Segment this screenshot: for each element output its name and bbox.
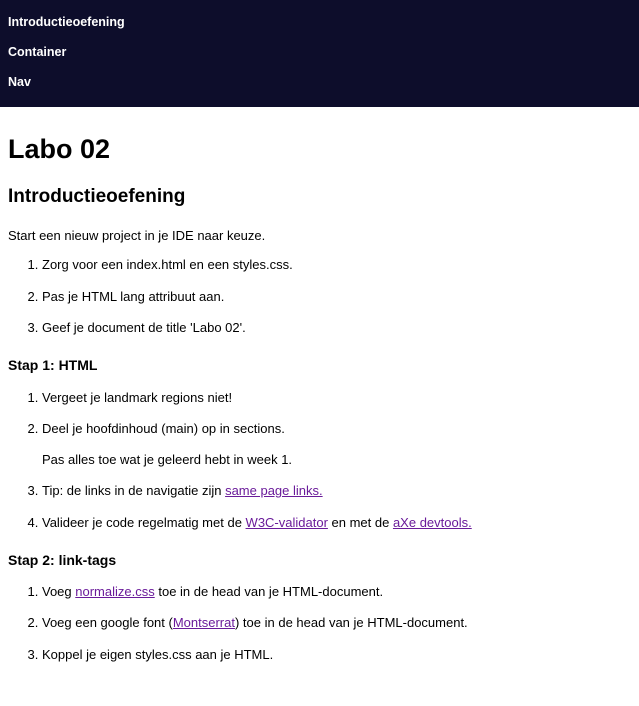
list-item xyxy=(42,483,631,499)
step1-task-list xyxy=(8,390,631,531)
nav-link-introductieoefening[interactable]: Introductieoefening xyxy=(8,15,125,29)
intro-task-list xyxy=(8,257,631,336)
list-item-text: Deel je hoofdinhoud (main) op in sections. xyxy=(42,420,285,436)
list-item: 1. Zorg voor een index.html en een styles.css. xyxy=(42,257,631,273)
nav-item-container[interactable] xyxy=(0,38,639,68)
main-content xyxy=(0,135,639,663)
list-item: 3. Koppel je eigen styles.css aan je HTML. xyxy=(42,647,631,663)
step2-heading: Stap 2: link-tags xyxy=(8,551,117,568)
list-item-text: Voeg xyxy=(42,584,76,600)
nav-item-introductieoefening[interactable] xyxy=(0,8,639,38)
step2-task-list xyxy=(8,584,631,663)
list-item-subtext: Pas alles toe wat je geleerd hebt in week 1. xyxy=(42,452,293,468)
list-item: 2. Pas je HTML lang attribuut aan. xyxy=(42,289,631,305)
list-item-text-post: toe in de head van je HTML-document. xyxy=(154,584,384,600)
list-item xyxy=(42,615,631,631)
intro-paragraph: Start een nieuw project in je IDE naar keuze. xyxy=(8,227,266,243)
nav-item-nav[interactable] xyxy=(0,68,639,98)
list-item xyxy=(42,584,631,600)
list-item xyxy=(42,515,631,531)
nav-link-container[interactable]: Container xyxy=(8,44,67,59)
same-page-links-link[interactable]: same page links. xyxy=(225,483,323,499)
step1-heading: Stap 1: HTML xyxy=(8,357,98,374)
section-introductieoefening xyxy=(8,187,631,663)
list-item-text: Voeg een google font ( xyxy=(42,615,173,631)
primary-navigation xyxy=(0,0,639,107)
normalize-css-link[interactable]: normalize.css xyxy=(75,584,155,600)
w3c-validator-link[interactable]: W3C-validator xyxy=(245,514,328,530)
section-heading-introductieoefening: Introductieoefening xyxy=(8,185,186,207)
page-title: Labo 02 xyxy=(8,134,111,165)
axe-devtools-link[interactable]: aXe devtools. xyxy=(392,514,472,530)
list-item: 1. Vergeet je landmark regions niet! xyxy=(42,390,631,406)
list-item xyxy=(42,421,631,469)
nav-list xyxy=(0,8,639,97)
list-item: 3. Geef je document de title 'Labo 02'. xyxy=(42,320,631,336)
nav-link-nav[interactable]: Nav xyxy=(8,74,31,89)
list-item-text: Tip: de links in de navigatie zijn xyxy=(42,483,226,499)
list-item-text: Valideer je code regelmatig met de xyxy=(42,514,246,530)
montserrat-font-link[interactable]: Montserrat xyxy=(172,615,235,631)
list-item-text-mid: en met de xyxy=(327,514,393,530)
list-item-text-post: ) toe in de head van je HTML-document. xyxy=(234,615,468,631)
